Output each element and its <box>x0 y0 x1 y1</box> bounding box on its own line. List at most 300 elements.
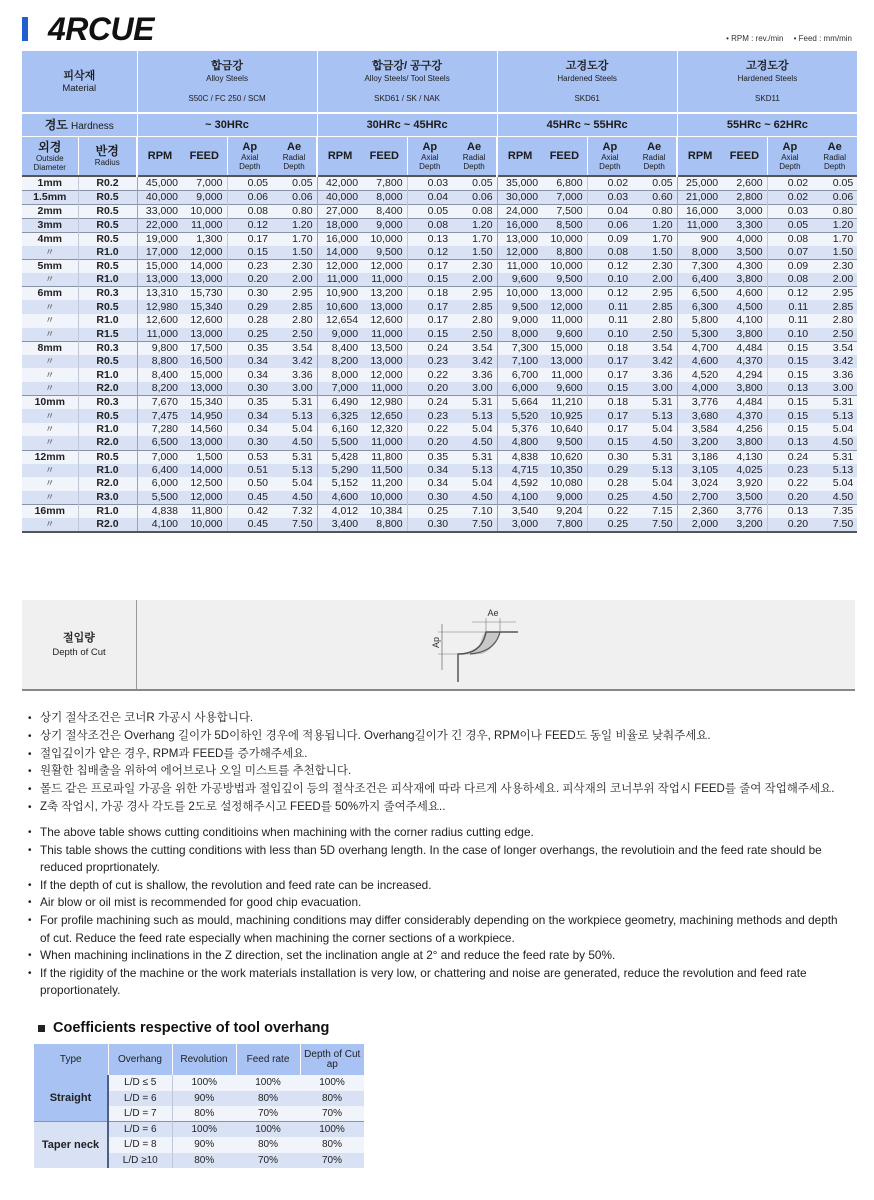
diameter-cell: 〃 <box>22 464 78 478</box>
rpm-cell: 13,000 <box>497 233 542 247</box>
rpm-cell: 27,000 <box>317 205 362 219</box>
ae-cell: 2.80 <box>452 314 497 328</box>
ap-cell: 0.12 <box>227 219 272 233</box>
ap-cell: 0.12 <box>407 246 452 260</box>
ap-cell: 0.30 <box>227 436 272 450</box>
ap-cell: 0.03 <box>587 191 632 205</box>
feed-cell: 10,620 <box>542 450 587 464</box>
feed-cell: 11,800 <box>182 504 227 518</box>
ap-cell: 0.34 <box>227 368 272 382</box>
ae-cell: 2.95 <box>272 287 317 301</box>
diameter-cell: 〃 <box>22 368 78 382</box>
ae-cell: 2.95 <box>632 287 677 301</box>
rpm-cell: 5,800 <box>677 314 722 328</box>
ae-cell: 1.70 <box>272 233 317 247</box>
depth-of-cut-diagram <box>400 604 560 686</box>
feed-cell: 11,000 <box>182 219 227 233</box>
rpm-cell: 12,000 <box>317 260 362 274</box>
diameter-cell: 5mm <box>22 260 78 274</box>
ap-cell: 0.05 <box>227 176 272 191</box>
rpm-cell: 9,800 <box>137 341 182 355</box>
ap-cell: 0.51 <box>227 464 272 478</box>
feed-cell: 12,600 <box>362 314 407 328</box>
rpm-cell: 7,300 <box>497 341 542 355</box>
ap-cell: 0.08 <box>587 246 632 260</box>
rpm-cell: 3,105 <box>677 464 722 478</box>
ae-cell: 5.04 <box>812 477 857 491</box>
radius-cell: R2.0 <box>78 518 137 532</box>
ap-cell: 0.25 <box>407 504 452 518</box>
ae-cell: 2.80 <box>812 314 857 328</box>
rpm-cell: 12,980 <box>137 300 182 314</box>
ae-cell: 0.80 <box>272 205 317 219</box>
coef-depth-cell: 80% <box>300 1137 364 1153</box>
coef-header-depth: Depth of Cut ap <box>300 1044 364 1075</box>
ae-cell: 1.50 <box>452 246 497 260</box>
rpm-cell: 7,670 <box>137 396 182 410</box>
rpm-cell: 8,400 <box>137 368 182 382</box>
diameter-cell: 2mm <box>22 205 78 219</box>
ap-cell: 0.24 <box>407 341 452 355</box>
table-row <box>22 450 857 464</box>
ae-cell: 2.50 <box>452 328 497 342</box>
table-row <box>22 436 857 450</box>
ap-cell: 0.30 <box>407 491 452 505</box>
depth-of-cut-figure <box>137 600 855 689</box>
rpm-cell: 9,600 <box>497 273 542 287</box>
ae-cell: 3.00 <box>272 382 317 396</box>
ae-cell: 1.20 <box>452 219 497 233</box>
ap-cell: 0.20 <box>227 273 272 287</box>
rpm-cell: 5,300 <box>677 328 722 342</box>
feed-cell: 13,000 <box>182 436 227 450</box>
rpm-cell: 22,000 <box>137 219 182 233</box>
feed-cell: 2,800 <box>722 191 767 205</box>
ae-cell: 7.35 <box>812 504 857 518</box>
feed-cell: 12,000 <box>362 368 407 382</box>
rpm-cell: 4,838 <box>497 450 542 464</box>
ap-cell: 0.15 <box>767 368 812 382</box>
feed-cell: 4,500 <box>722 300 767 314</box>
rpm-cell: 33,000 <box>137 205 182 219</box>
rpm-cell: 6,400 <box>137 464 182 478</box>
rpm-header: RPM <box>677 136 722 176</box>
feed-cell: 13,000 <box>362 355 407 369</box>
feed-cell: 12,650 <box>362 409 407 423</box>
ap-cell: 0.17 <box>587 355 632 369</box>
rpm-cell: 6,490 <box>317 396 362 410</box>
diameter-cell: 〃 <box>22 246 78 260</box>
ap-cell: 0.15 <box>227 246 272 260</box>
rpm-cell: 8,800 <box>137 355 182 369</box>
ap-cell: 0.13 <box>767 504 812 518</box>
rpm-cell: 4,715 <box>497 464 542 478</box>
feed-cell: 13,500 <box>362 341 407 355</box>
ae-cell: 2.95 <box>452 287 497 301</box>
page-title: 4RCUE <box>48 10 154 47</box>
feed-cell: 10,000 <box>362 491 407 505</box>
radius-cell: R0.5 <box>78 233 137 247</box>
feed-cell: 11,200 <box>362 477 407 491</box>
diameter-cell: 〃 <box>22 300 78 314</box>
ae-cell: 4.50 <box>272 491 317 505</box>
feed-cell: 1,300 <box>182 233 227 247</box>
ap-cell: 0.23 <box>407 355 452 369</box>
ae-cell: 2.80 <box>272 314 317 328</box>
rpm-cell: 4,520 <box>677 368 722 382</box>
ap-cell: 0.12 <box>587 260 632 274</box>
ae-cell: 2.00 <box>632 273 677 287</box>
rpm-cell: 11,000 <box>317 273 362 287</box>
rpm-cell: 4,838 <box>137 504 182 518</box>
ap-cell: 0.25 <box>227 328 272 342</box>
coef-revolution-cell: 100% <box>172 1075 236 1091</box>
table-row <box>22 477 857 491</box>
feed-cell: 12,320 <box>362 423 407 437</box>
coef-revolution-cell: 90% <box>172 1091 236 1107</box>
note-en: • If the depth of cut is shallow, the revolution and feed rate can be increased. <box>28 877 848 895</box>
rpm-unit: • RPM : rev./min <box>726 34 784 43</box>
coef-feed-cell: 80% <box>236 1091 300 1107</box>
coef-overhang-cell: L/D ≥10 <box>108 1153 172 1169</box>
coef-revolution-cell: 80% <box>172 1153 236 1169</box>
rpm-cell: 6,160 <box>317 423 362 437</box>
ae-cell: 5.31 <box>452 396 497 410</box>
diameter-header: 외경 Outside Diameter <box>22 136 78 176</box>
rpm-cell: 6,500 <box>137 436 182 450</box>
table-row <box>22 518 857 532</box>
feed-cell: 10,384 <box>362 504 407 518</box>
feed-cell: 3,300 <box>722 219 767 233</box>
ap-header: Ap Axial Depth <box>587 136 632 176</box>
ap-cell: 0.34 <box>227 355 272 369</box>
ae-cell: 3.36 <box>812 368 857 382</box>
feed-cell: 15,000 <box>182 368 227 382</box>
rpm-cell: 4,600 <box>677 355 722 369</box>
feed-header: FEED <box>542 136 587 176</box>
depth-of-cut-section <box>22 600 855 691</box>
rpm-cell: 6,000 <box>497 382 542 396</box>
rpm-cell: 12,000 <box>497 246 542 260</box>
rpm-cell: 4,800 <box>497 436 542 450</box>
table-row <box>22 233 857 247</box>
table-row <box>22 504 857 518</box>
ae-cell: 0.80 <box>632 205 677 219</box>
ap-cell: 0.09 <box>767 260 812 274</box>
coef-feed-cell: 70% <box>236 1106 300 1122</box>
diameter-cell: 〃 <box>22 491 78 505</box>
radius-cell: R0.5 <box>78 219 137 233</box>
feed-cell: 15,340 <box>182 396 227 410</box>
feed-cell: 11,210 <box>542 396 587 410</box>
ae-header: Ae Radial Depth <box>632 136 677 176</box>
ae-cell: 2.85 <box>452 300 497 314</box>
radius-cell: R0.3 <box>78 287 137 301</box>
coef-header-overhang: Overhang <box>108 1044 172 1075</box>
ap-cell: 0.13 <box>407 233 452 247</box>
radius-cell: R2.0 <box>78 436 137 450</box>
ae-cell: 3.54 <box>632 341 677 355</box>
diameter-cell: 10mm <box>22 396 78 410</box>
ap-cell: 0.02 <box>587 176 632 191</box>
ae-cell: 2.00 <box>812 273 857 287</box>
ae-cell: 3.42 <box>272 355 317 369</box>
feed-cell: 13,200 <box>362 287 407 301</box>
ap-cell: 0.17 <box>587 368 632 382</box>
feed-cell: 8,800 <box>362 518 407 532</box>
ap-cell: 0.17 <box>587 423 632 437</box>
feed-cell: 9,600 <box>542 382 587 396</box>
rpm-cell: 3,000 <box>497 518 542 532</box>
diameter-cell: 12mm <box>22 450 78 464</box>
rpm-cell: 24,000 <box>497 205 542 219</box>
ae-cell: 5.04 <box>452 477 497 491</box>
feed-cell: 6,800 <box>542 176 587 191</box>
ae-cell: 5.31 <box>632 450 677 464</box>
ae-cell: 2.00 <box>452 273 497 287</box>
radius-cell: R2.0 <box>78 477 137 491</box>
radius-cell: R0.5 <box>78 450 137 464</box>
ae-cell: 3.54 <box>452 341 497 355</box>
diameter-cell: 4mm <box>22 233 78 247</box>
rpm-cell: 16,000 <box>317 233 362 247</box>
rpm-cell: 8,000 <box>317 368 362 382</box>
ap-cell: 0.10 <box>767 328 812 342</box>
feed-cell: 7,000 <box>542 191 587 205</box>
rpm-cell: 16,000 <box>497 219 542 233</box>
ae-cell: 3.00 <box>632 382 677 396</box>
rpm-cell: 8,200 <box>317 355 362 369</box>
coef-type-cell: Taper neck <box>34 1122 108 1169</box>
ap-cell: 0.45 <box>227 518 272 532</box>
ap-cell: 0.20 <box>767 518 812 532</box>
rpm-cell: 3,584 <box>677 423 722 437</box>
feed-cell: 3,500 <box>722 246 767 260</box>
rpm-cell: 6,700 <box>497 368 542 382</box>
feed-cell: 4,130 <box>722 450 767 464</box>
ae-cell: 4.50 <box>272 436 317 450</box>
feed-cell: 4,370 <box>722 409 767 423</box>
note-kr: • Z축 작업시, 가공 경사 각도를 2도로 설정해주시고 FEED를 50%까지 줄여주세요.. <box>28 799 834 817</box>
rpm-cell: 3,400 <box>317 518 362 532</box>
diameter-cell: 〃 <box>22 436 78 450</box>
ae-cell: 1.70 <box>632 233 677 247</box>
radius-cell: R0.5 <box>78 300 137 314</box>
ae-cell: 7.50 <box>632 518 677 532</box>
rpm-cell: 13,000 <box>137 273 182 287</box>
ae-cell: 5.04 <box>632 423 677 437</box>
ae-cell: 5.13 <box>452 409 497 423</box>
ap-cell: 0.15 <box>767 423 812 437</box>
feed-cell: 14,000 <box>182 260 227 274</box>
note-en: • For profile machining such as mould, machining conditions may differ considerably depending on the workpiece geometry, machining methods and depth of cut. Reduce the feed rate especially when machining the corner sections of a workpiece. <box>28 912 848 947</box>
ap-cell: 0.08 <box>767 273 812 287</box>
ap-cell: 0.12 <box>587 287 632 301</box>
coef-row <box>34 1075 364 1091</box>
ae-cell: 7.32 <box>272 504 317 518</box>
radius-cell: R2.0 <box>78 382 137 396</box>
coef-row <box>34 1122 364 1138</box>
ae-cell: 2.80 <box>632 314 677 328</box>
ae-cell: 3.00 <box>452 382 497 396</box>
ae-cell: 3.54 <box>272 341 317 355</box>
rpm-cell: 4,600 <box>317 491 362 505</box>
ap-cell: 0.05 <box>407 205 452 219</box>
feed-cell: 8,400 <box>362 205 407 219</box>
ap-cell: 0.22 <box>767 477 812 491</box>
ap-cell: 0.22 <box>407 368 452 382</box>
feed-cell: 8,000 <box>362 191 407 205</box>
note-en: • The above table shows cutting conditioins when machining with the corner radius cutting edge. <box>28 824 848 842</box>
table-row <box>22 409 857 423</box>
rpm-cell: 7,000 <box>317 382 362 396</box>
cutting-conditions-table <box>22 51 857 533</box>
rpm-cell: 10,600 <box>317 300 362 314</box>
notes-korean <box>28 710 834 817</box>
coef-revolution-cell: 90% <box>172 1137 236 1153</box>
ae-cell: 5.04 <box>272 423 317 437</box>
rpm-cell: 5,290 <box>317 464 362 478</box>
feed-cell: 13,000 <box>542 287 587 301</box>
ae-cell: 3.36 <box>272 368 317 382</box>
ae-cell: 1.20 <box>632 219 677 233</box>
radius-cell: R1.0 <box>78 368 137 382</box>
rpm-cell: 45,000 <box>137 176 182 191</box>
ap-cell: 0.04 <box>407 191 452 205</box>
rpm-cell: 7,475 <box>137 409 182 423</box>
ae-cell: 2.50 <box>632 328 677 342</box>
material-group-4: 고경도강 Hardened Steels SKD11 <box>677 51 857 113</box>
radius-cell: R0.3 <box>78 341 137 355</box>
ae-cell: 5.04 <box>632 477 677 491</box>
ap-cell: 0.34 <box>227 423 272 437</box>
rpm-cell: 5,520 <box>497 409 542 423</box>
coef-depth-cell: 70% <box>300 1153 364 1169</box>
diameter-cell: 6mm <box>22 287 78 301</box>
material-group-3: 고경도강 Hardened Steels SKD61 <box>497 51 677 113</box>
hardness-group-1: ~ 30HRc <box>137 113 317 136</box>
feed-cell: 13,000 <box>182 328 227 342</box>
feed-cell: 10,000 <box>542 233 587 247</box>
feed-cell: 4,600 <box>722 287 767 301</box>
ae-cell: 0.05 <box>632 176 677 191</box>
feed-header: FEED <box>362 136 407 176</box>
feed-cell: 12,000 <box>182 246 227 260</box>
note-kr: • 절입깊이가 얕은 경우, RPM과 FEED를 증가해주세요. <box>28 746 834 764</box>
radius-cell: R1.0 <box>78 504 137 518</box>
ae-cell: 3.36 <box>452 368 497 382</box>
ap-cell: 0.28 <box>227 314 272 328</box>
feed-cell: 7,000 <box>182 176 227 191</box>
feed-cell: 11,000 <box>542 368 587 382</box>
ap-cell: 0.12 <box>767 287 812 301</box>
feed-cell: 10,080 <box>542 477 587 491</box>
rpm-cell: 8,000 <box>677 246 722 260</box>
table-row <box>22 205 857 219</box>
diameter-cell: 〃 <box>22 273 78 287</box>
ap-cell: 0.03 <box>767 205 812 219</box>
ap-cell: 0.20 <box>407 382 452 396</box>
feed-cell: 11,800 <box>362 450 407 464</box>
ap-cell: 0.23 <box>227 260 272 274</box>
rpm-cell: 13,310 <box>137 287 182 301</box>
depth-of-cut-label: 절입량 Depth of Cut <box>22 600 137 689</box>
ae-cell: 1.50 <box>272 246 317 260</box>
ae-header: Ae Radial Depth <box>812 136 857 176</box>
rpm-cell: 5,376 <box>497 423 542 437</box>
ae-label: Ae <box>487 608 499 618</box>
feed-cell: 10,000 <box>542 260 587 274</box>
coef-header-revolution: Revolution <box>172 1044 236 1075</box>
coef-feed-cell: 70% <box>236 1153 300 1169</box>
ae-cell: 1.50 <box>812 246 857 260</box>
note-en: • This table shows the cutting conditions with less than 5D overhang length. In the case of longer overhangs, the revolutioin and the feed rate should be reduced proprtionately. <box>28 842 848 877</box>
ap-cell: 0.08 <box>767 233 812 247</box>
coef-depth-cell: 80% <box>300 1091 364 1107</box>
diameter-cell: 〃 <box>22 409 78 423</box>
radius-cell: R3.0 <box>78 491 137 505</box>
rpm-cell: 40,000 <box>317 191 362 205</box>
rpm-cell: 9,000 <box>317 328 362 342</box>
table-row <box>22 300 857 314</box>
radius-cell: R0.5 <box>78 409 137 423</box>
ap-header: Ap Axial Depth <box>227 136 272 176</box>
ap-cell: 0.03 <box>407 176 452 191</box>
radius-cell: R1.0 <box>78 464 137 478</box>
feed-cell: 4,294 <box>722 368 767 382</box>
ae-cell: 1.50 <box>632 246 677 260</box>
note-kr: • 상기 절삭조건은 Overhang 길이가 5D이하인 경우에 적용됩니다. Overhang길이가 긴 경우, RPM이나 FEED도 동일 비율로 낮춰주세요. <box>28 728 834 746</box>
ae-cell: 2.30 <box>812 260 857 274</box>
feed-cell: 9,000 <box>182 191 227 205</box>
rpm-cell: 3,776 <box>677 396 722 410</box>
ap-cell: 0.15 <box>407 328 452 342</box>
ap-cell: 0.06 <box>587 219 632 233</box>
rpm-cell: 10,900 <box>317 287 362 301</box>
rpm-cell: 16,000 <box>677 205 722 219</box>
ap-cell: 0.02 <box>767 191 812 205</box>
ae-cell: 5.31 <box>812 450 857 464</box>
ae-header: Ae Radial Depth <box>272 136 317 176</box>
rpm-cell: 11,000 <box>137 328 182 342</box>
diameter-cell: 〃 <box>22 355 78 369</box>
feed-cell: 14,560 <box>182 423 227 437</box>
ap-cell: 0.09 <box>587 233 632 247</box>
ae-cell: 3.54 <box>812 341 857 355</box>
ae-cell: 5.13 <box>272 409 317 423</box>
note-en: • Air blow or oil mist is recommended for good chip evacuation. <box>28 894 848 912</box>
rpm-cell: 8,200 <box>137 382 182 396</box>
rpm-cell: 7,280 <box>137 423 182 437</box>
rpm-cell: 5,428 <box>317 450 362 464</box>
ap-cell: 0.30 <box>227 382 272 396</box>
ae-cell: 7.50 <box>812 518 857 532</box>
table-row <box>22 273 857 287</box>
ae-cell: 2.30 <box>632 260 677 274</box>
ap-cell: 0.24 <box>407 396 452 410</box>
rpm-cell: 17,000 <box>137 246 182 260</box>
ap-cell: 0.15 <box>587 436 632 450</box>
ap-header: Ap Axial Depth <box>767 136 812 176</box>
title-block <box>22 10 154 47</box>
radius-cell: R0.5 <box>78 191 137 205</box>
ap-cell: 0.08 <box>407 219 452 233</box>
note-en: • When machining inclinations in the Z direction, set the inclination angle at 2° and reduce the feed rate by 50%. <box>28 947 848 965</box>
rpm-cell: 2,700 <box>677 491 722 505</box>
diameter-cell: 8mm <box>22 341 78 355</box>
coef-header-type: Type <box>34 1044 108 1075</box>
rpm-cell: 9,000 <box>497 314 542 328</box>
